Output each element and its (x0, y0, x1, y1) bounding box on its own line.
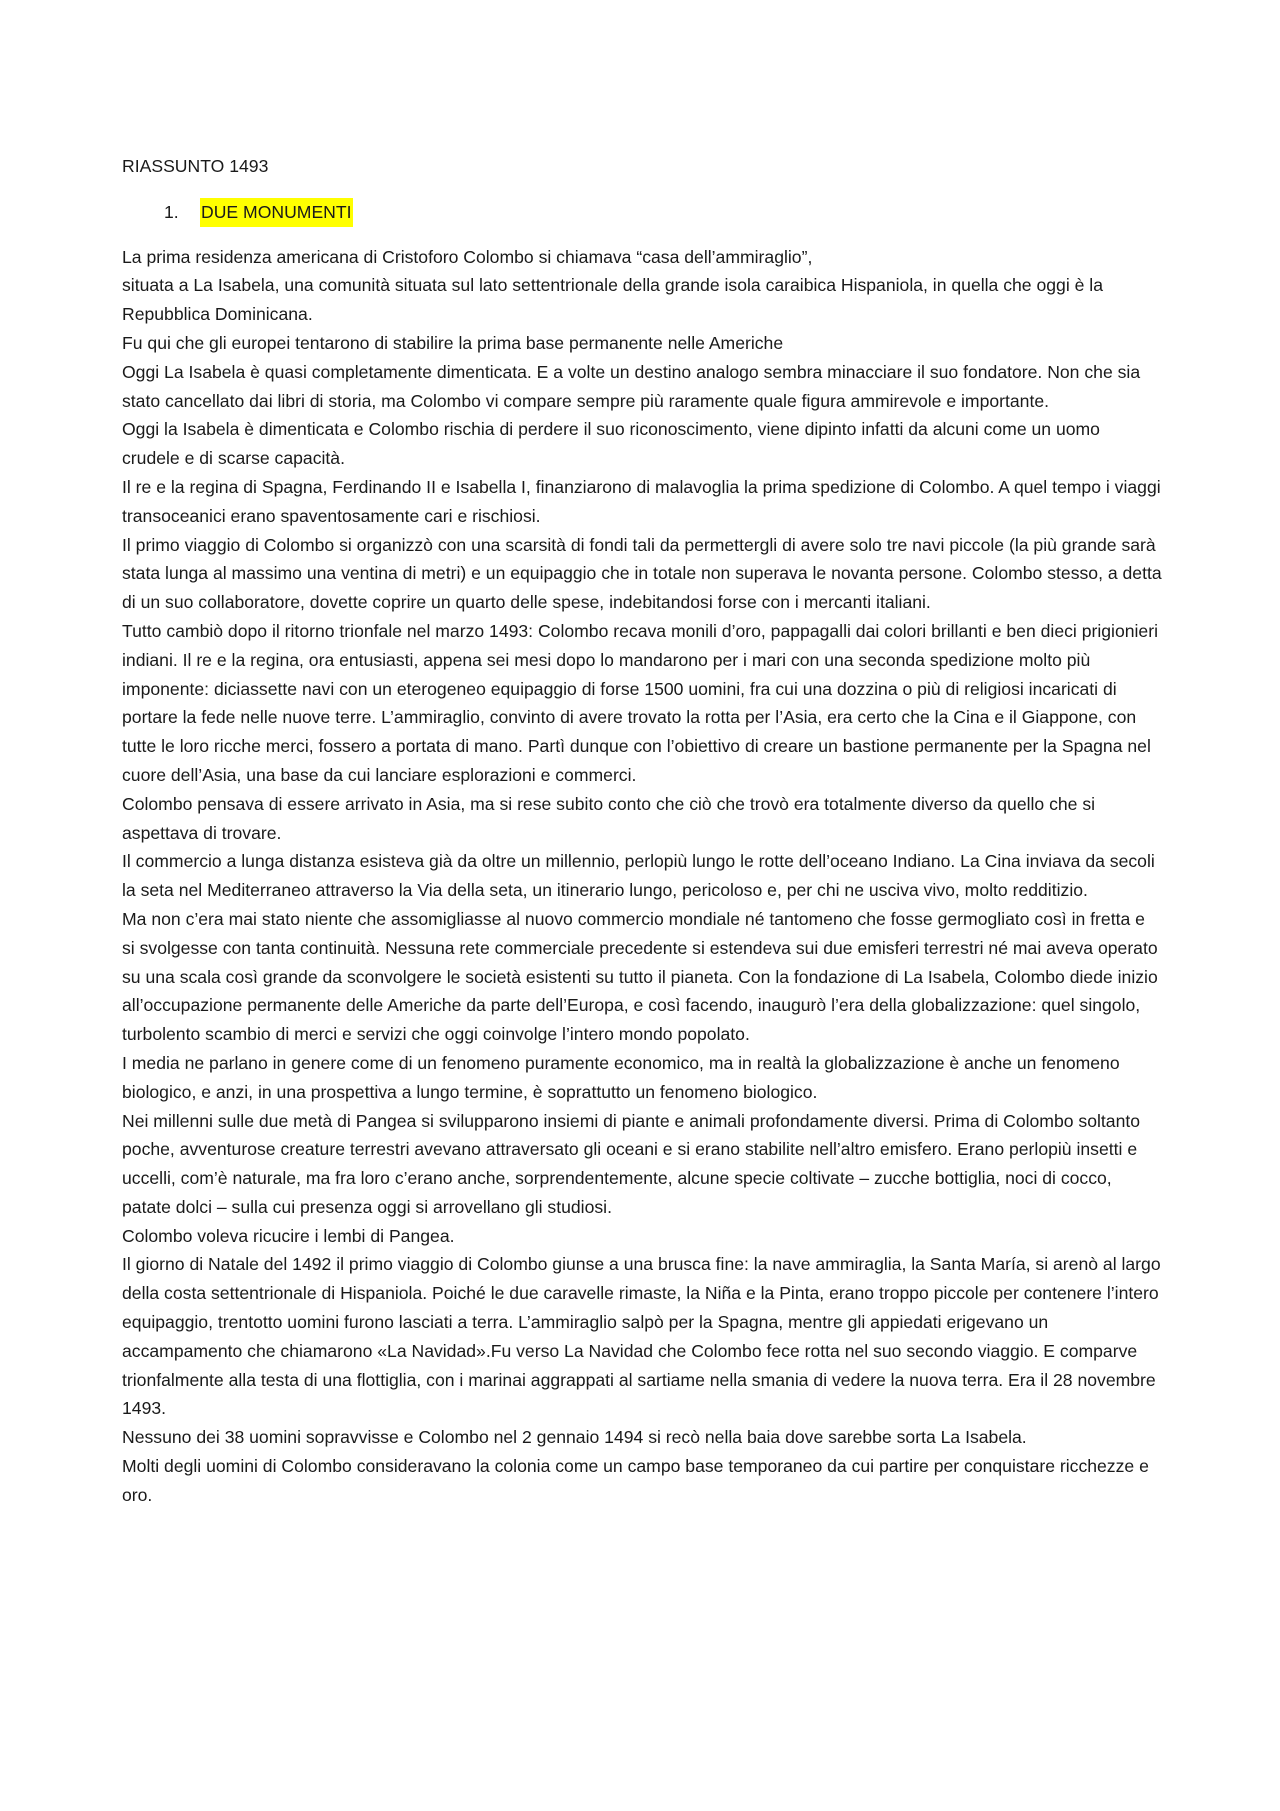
section-heading (122, 198, 1162, 227)
paragraph: Il primo viaggio di Colombo si organizzò con una scarsità di fondi tali da permettergli di avere solo tre navi piccole (la più grande sarà stata lunga al massimo una ventina di metri) e un equipaggio che in totale non superava le novanta persone. Colombo stesso, a detta di un suo collaboratore, dovette coprire un quarto delle spese, indebitandosi forse con i mercanti italiani. (122, 534, 1162, 613)
section-number: 1. (164, 201, 179, 222)
paragraph: situata a La Isabela, una comunità situata sul lato settentrionale della grande isola caraibica Hispaniola, in quella che oggi è la Repubblica Dominicana. (122, 275, 1103, 325)
paragraph: Molti degli uomini di Colombo consideravano la colonia come un campo base temporaneo da cui partire per conquistare ricchezze e oro. (122, 1456, 1149, 1505)
paragraph: Il giorno di Natale del 1492 il primo viaggio di Colombo giunse a una brusca fine: la nave ammiraglia, la Santa María, si arenò al largo della costa settentrionale di Hispaniola. Poiché le due caravelle rimaste, la Niña e la Pinta, erano troppo piccole per contenere l’intero equipaggio, trentotto uomini furono lasciati a terra. L’ammiraglio salpò per la Spagna, mentre gli appiedati erigevano un accampamento che chiamarono «La Navidad».Fu verso La Navidad che Colombo fece rotta nel suo secondo viaggio. E comparve trionfalmente alla testa di una flottiglia, con i marinai aggrappati al sartiame nella smania di vedere la nuova terra. Era il 28 novembre 1493. (122, 1254, 1161, 1419)
paragraph: Il commercio a lunga distanza esisteva già da oltre un millennio, perlopiù lungo le rotte dell’oceano Indiano. La Cina inviava da secoli la seta nel Mediterraneo attraverso la Via della seta, un itinerario lungo, pericoloso e, per chi ne usciva vivo, molto redditizio. (122, 851, 1155, 901)
paragraph: Fu qui che gli europei tentarono di stabilire la prima base permanente nelle Americhe (122, 332, 784, 353)
paragraph: Ma non c’era mai stato niente che assomigliasse al nuovo commercio mondiale né tantomeno che fosse germogliato così in fretta e si svolgesse con tanta continuità. Nessuna rete commerciale precedente si estendeva sui due emisferi terrestri né mai aveva operato su una scala così grande da sconvolgere le società esistenti su tutto il pianeta. Con la fondazione di La Isabela, Colombo diede inizio all’occupazione permanente delle Americhe da parte dell’Europa, e così facendo, inaugurò l’era della globalizzazione: quel singolo, turbolento scambio di merci e servizi che oggi coinvolge l’intero mondo popolato. (122, 908, 1158, 1045)
paragraph: La prima residenza americana di Cristoforo Colombo si chiamava “casa dell’ammiraglio”, (122, 246, 813, 267)
paragraph: Nei millenni sulle due metà di Pangea si svilupparono insiemi di piante e animali profondamente diversi. Prima di Colombo soltanto poche, avventurose creature terrestri avevano attraversato gli oceani e si erano stabilite nell’altro emisfero. Erano perlopiù insetti e uccelli, com’è naturale, ma fra loro c’erano anche, sorprendentemente, alcune specie coltivate – zucche bottiglia, noci di cocco, patate dolci – sulla cui presenza oggi si arrovellano gli studiosi. (122, 1110, 1141, 1217)
paragraph: Tutto cambiò dopo il ritorno trionfale nel marzo 1493: Colombo recava monili d’oro, pappagalli dai colori brillanti e ben dieci prigionieri indiani. Il re e la regina, ora entusiasti, appena sei mesi dopo lo mandarono per i mari con una seconda spedizione molto più imponente: diciassette navi con un eterogeneo equipaggio di forse 1500 uomini, fra cui una dozzina o più di religiosi incaricati di portare la fede nelle nuove terre. L’ammiraglio, convinto di avere trovato la rotta per l’Asia, era certo che la Cina e il Giappone, con tutte le loro ricche merci, fossero a portata di mano. Partì dunque con l’obiettivo di creare un bastione permanente per la Spagna nel cuore dell’Asia, una base da cui lanciare esplorazioni e commerci. (122, 620, 1158, 785)
section-heading-highlighted: DUE MONUMENTI (200, 198, 353, 227)
paragraph: Colombo voleva ricucire i lembi di Pangea. (122, 1225, 455, 1246)
document-title: RIASSUNTO 1493 (122, 156, 269, 176)
paragraph: I media ne parlano in genere come di un fenomeno puramente economico, ma in realtà la globalizzazione è anche un fenomeno biologico, e anzi, in una prospettiva a lungo termine, è soprattutto un fenomeno biologico. (122, 1052, 1120, 1102)
paragraph: Colombo pensava di essere arrivato in Asia, ma si rese subito conto che ciò che trovò era totalmente diverso da quello che si aspettava di trovare. (122, 793, 1096, 843)
document-body (122, 152, 1162, 1510)
paragraph: Oggi la Isabela è dimenticata e Colombo rischia di perdere il suo riconoscimento, viene dipinto infatti da alcuni come un uomo crudele e di scarse capacità. (122, 419, 1100, 469)
paragraph: Il re e la regina di Spagna, Ferdinando II e Isabella I, finanziarono di malavoglia la prima spedizione di Colombo. A quel tempo i viaggi transoceanici erano spaventosamente cari e rischiosi. (122, 476, 1161, 526)
paragraph: Nessuno dei 38 uomini sopravvisse e Colombo nel 2 gennaio 1494 si recò nella baia dove sarebbe sorta La Isabela. (122, 1427, 1027, 1448)
paragraph: Oggi La Isabela è quasi completamente dimenticata. E a volte un destino analogo sembra minacciare il suo fondatore. Non che sia stato cancellato dai libri di storia, ma Colombo vi compare sempre più raramente quale figura ammirevole e importante. (122, 361, 1141, 411)
